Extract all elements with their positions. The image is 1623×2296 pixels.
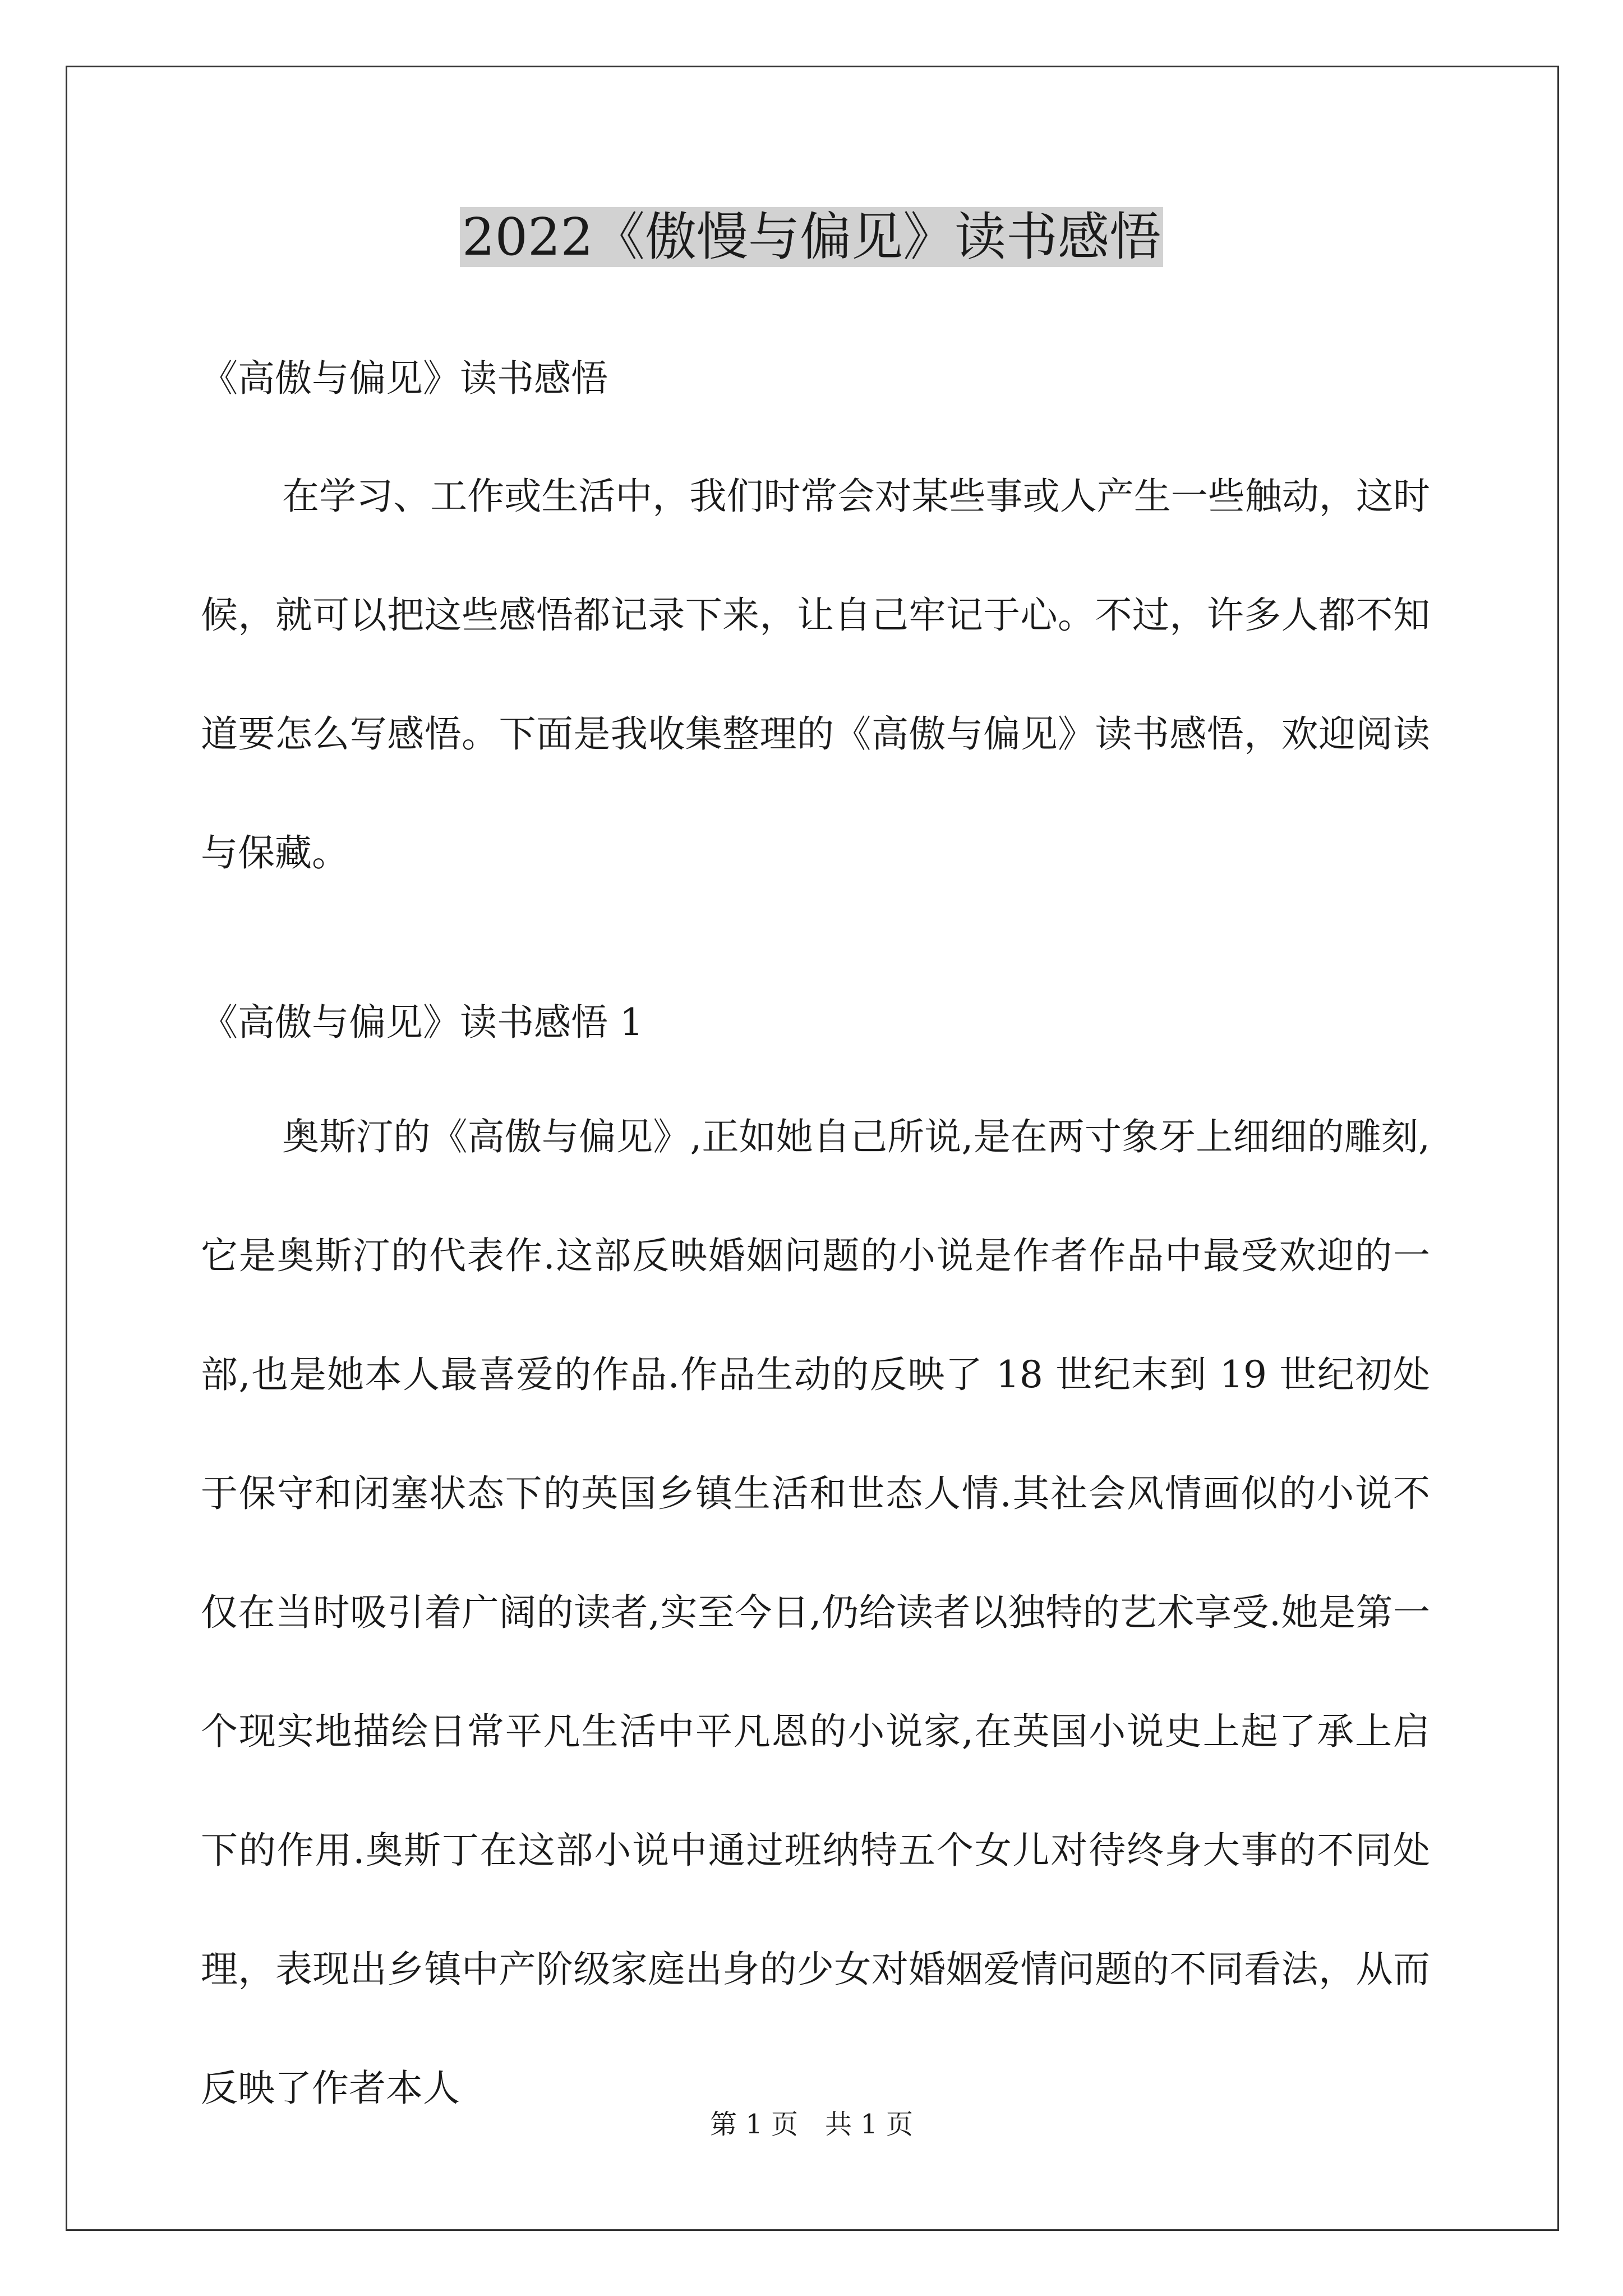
document-title	[0, 195, 1623, 279]
section1-heading: 《高傲与偏见》读书感悟 1	[201, 1001, 643, 1044]
document-title-text: 2022《傲慢与偏见》读书感悟	[460, 207, 1163, 267]
intro-heading: 《高傲与偏见》读书感悟	[201, 357, 608, 400]
page-number-footer: 第 1 页 共 1 页	[709, 2109, 914, 2140]
section1-paragraph: 奥斯汀的《高傲与偏见》,正如她自己所说,是在两寸象牙上细细的雕刻,它是奥斯汀的代表作.这部反映婚姻问题的小说是作者作品中最受欢迎的一部,也是她本人最喜爱的作品.作品生动的反映了 18 世纪末到 19 世纪初处于保守和闭塞状态下的英国乡镇生活和世态人情.其社会风情画似的小说不仅在当时吸引着广阔的读者,实至今日,仍给读者以独特的艺术享受.她是第一个现实地描绘日常平凡生活中平凡恩的小说家,在英国小说史上起了承上启下的作用.奥斯丁在这部小说中通过班纳特五个女儿对待终身大事的不同处理，表现出乡镇中产阶级家庭出身的少女对婚姻爱情问题的不同看法，从而反映了作者本人	[201, 1115, 1430, 2110]
intro-paragraph: 在学习、工作或生活中，我们时常会对某些事或人产生一些触动，这时候，就可以把这些感悟都记录下来，让自己牢记于心。不过，许多人都不知道要怎么写感悟。下面是我收集整理的《高傲与偏见》读书感悟，欢迎阅读与保藏。	[201, 475, 1430, 875]
